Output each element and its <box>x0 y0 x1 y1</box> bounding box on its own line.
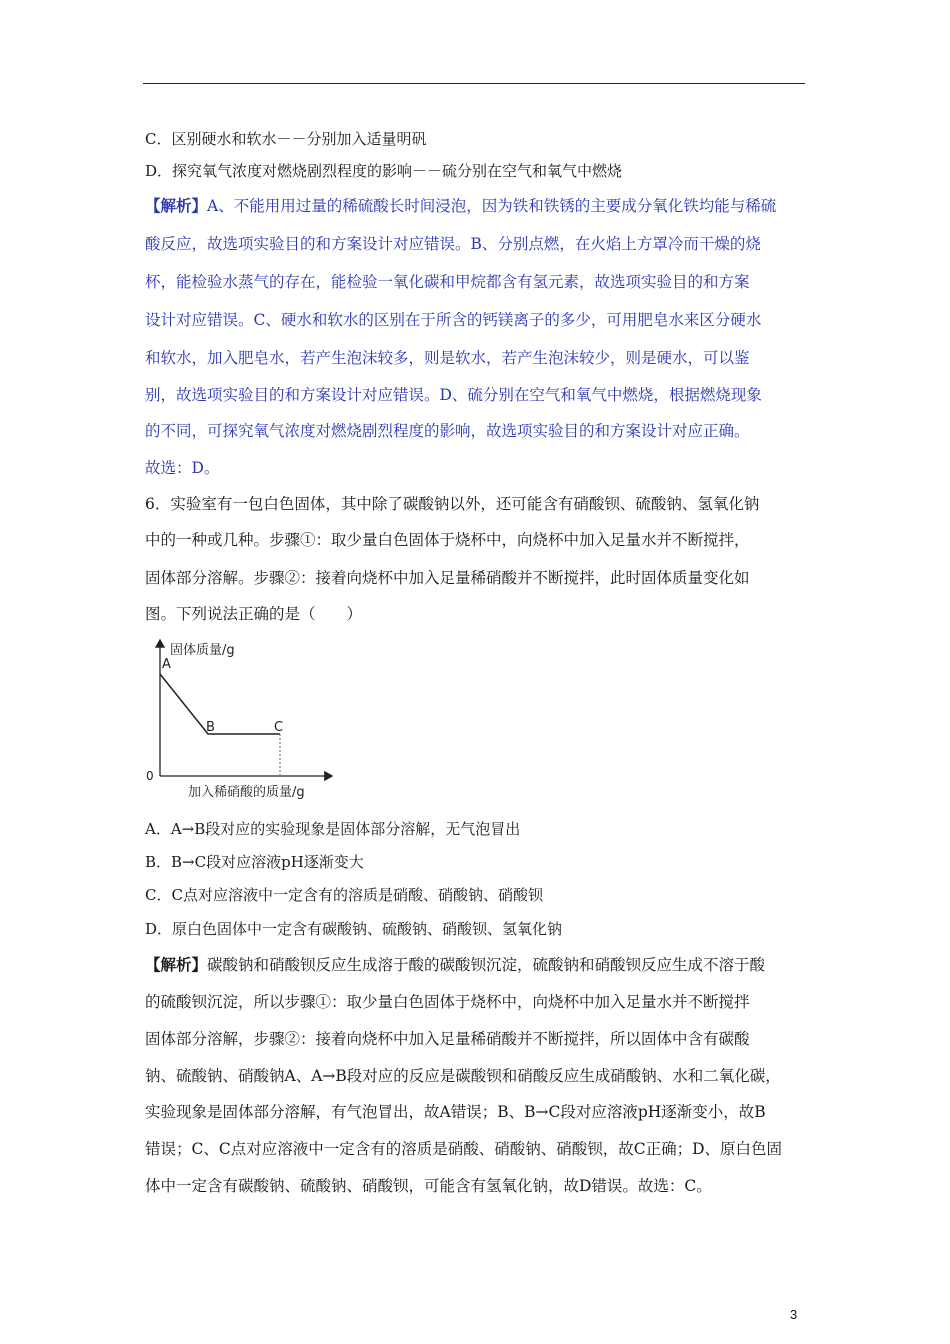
q5-analysis-line-3: 杯，能检验水蒸气的存在，能检验一氧化碳和甲烷都含有氢元素，故选项实验目的和方案 <box>145 273 750 291</box>
page-number: 3 <box>790 1307 798 1322</box>
q6-option-c: C．C点对应溶液中一定含有的溶质是硝酸、硝酸钠、硝酸钡 <box>145 886 543 904</box>
q5-option-c: C．区别硬水和软水－－分别加入适量明矾 <box>145 130 427 148</box>
point-label-c: C <box>274 720 284 735</box>
q6-option-b: B．B→C段对应溶液pH逐渐变大 <box>145 853 364 871</box>
header-rule <box>143 83 805 84</box>
q6-option-a: A．A→B段对应的实验现象是固体部分溶解，无气泡冒出 <box>145 820 521 838</box>
q6-analysis-line-4: 钠、硫酸钠、硝酸钠A、A→B段对应的反应是碳酸钡和硝酸反应生成硝酸钠、水和二氧化碳， <box>145 1067 781 1085</box>
q5-analysis-line-1: 【解析】A、不能用用过量的稀硫酸长时间浸泡，因为铁和铁锈的主要成分氧化铁均能与稀硫 <box>145 196 777 215</box>
q6-stem-line-3: 固体部分溶解。步骤②：接着向烧杯中加入足量稀硝酸并不断搅拌，此时固体质量变化如 <box>145 569 750 587</box>
q6-analysis-line-6: 错误；C、C点对应溶液中一定含有的溶质是硝酸、硝酸钠、硝酸钡，故C正确；D、原白色固 <box>145 1140 783 1158</box>
q6-option-d: D．原白色固体中一定含有碳酸钠、硫酸钠、硝酸钡、氢氧化钠 <box>145 920 563 938</box>
solid-mass-chart <box>140 632 340 802</box>
q5-analysis-tag: 【解析】 <box>145 196 208 215</box>
x-axis-label: 加入稀硝酸的质量/g <box>188 785 305 800</box>
q6-stem-line-4: 图。下列说法正确的是（ ） <box>145 605 363 623</box>
q6-analysis-line-7: 体中一定含有碳酸钠、硫酸钠、硝酸钡，可能含有氢氧化钠，故D错误。故选：C。 <box>145 1177 712 1195</box>
q5-analysis-line-7: 的不同，可探究氧气浓度对燃烧剧烈程度的影响，故选项实验目的和方案设计对应正确。 <box>145 422 750 440</box>
q5-option-d: D．探究氧气浓度对燃烧剧烈程度的影响－－硫分别在空气和氧气中燃烧 <box>145 162 623 180</box>
q6-analysis-tag: 【解析】 <box>145 955 208 974</box>
mass-curve <box>160 674 280 734</box>
q6-analysis-line-2: 的硫酸钡沉淀，所以步骤①：取少量白色固体于烧杯中，向烧杯中加入足量水并不断搅拌 <box>145 993 750 1011</box>
q5-analysis-line-6: 别，故选项实验目的和方案设计对应错误。D、硫分别在空气和氧气中燃烧，根据燃烧现象 <box>145 386 762 404</box>
point-label-a: A <box>162 657 171 672</box>
q6-stem-line-2: 中的一种或几种。步骤①：取少量白色固体于烧杯中，向烧杯中加入足量水并不断搅拌， <box>145 531 750 549</box>
y-axis-label: 固体质量/g <box>170 643 235 658</box>
q6-analysis-line-5: 实验现象是固体部分溶解，有气泡冒出，故A错误；B、B→C段对应溶液pH逐渐变小，故B <box>145 1103 766 1121</box>
q5-analysis-line-5: 和软水，加入肥皂水，若产生泡沫较多，则是软水，若产生泡沫较少，则是硬水，可以鉴 <box>145 349 750 367</box>
origin-label: 0 <box>146 769 154 783</box>
q6-analysis-line-1: 【解析】碳酸钠和硝酸钡反应生成溶于酸的碳酸钡沉淀，硫酸钠和硝酸钡反应生成不溶于酸 <box>145 955 766 974</box>
q5-analysis-line-8: 故选：D。 <box>145 459 220 477</box>
q6-stem-line-1: 6．实验室有一包白色固体，其中除了碳酸钠以外，还可能含有硝酸钡、硫酸钠、氢氧化钠 <box>145 495 760 513</box>
point-label-b: B <box>206 720 215 735</box>
q5-analysis-line-2: 酸反应，故选项实验目的和方案设计对应错误。B、分别点燃，在火焰上方罩冷而干燥的烧 <box>145 235 761 253</box>
q6-analysis-line-3: 固体部分溶解，步骤②：接着向烧杯中加入足量稀硝酸并不断搅拌，所以固体中含有碳酸 <box>145 1030 750 1048</box>
q5-analysis-line-4: 设计对应错误。C、硬水和软水的区别在于所含的钙镁离子的多少，可用肥皂水来区分硬水 <box>145 311 762 329</box>
